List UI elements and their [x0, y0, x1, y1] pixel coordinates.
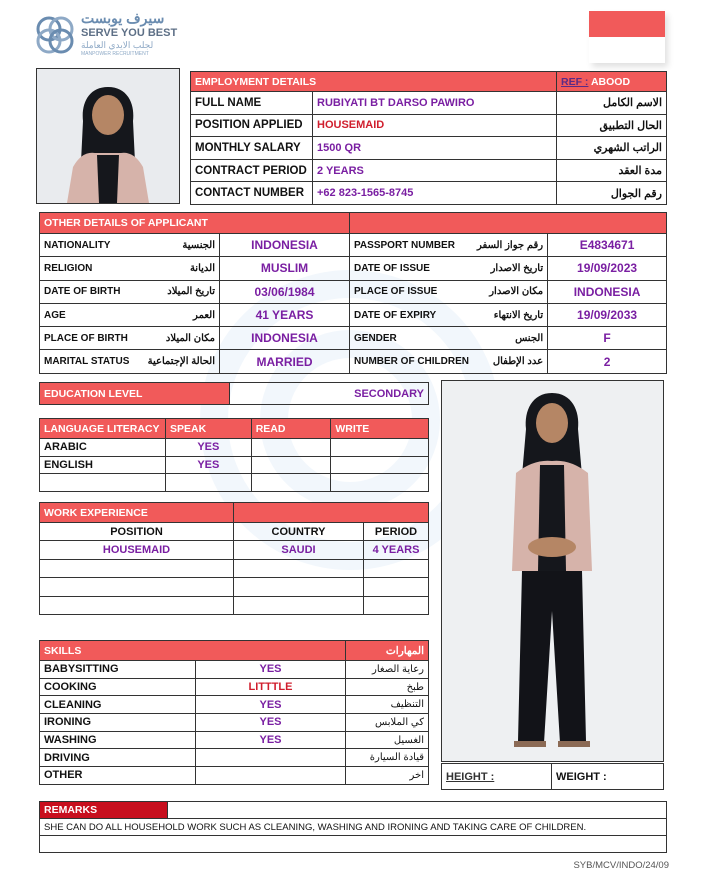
- measurements-table: [441, 763, 664, 790]
- work-position: HOUSEMAID: [40, 541, 234, 560]
- other-details-header-blank: [350, 213, 667, 234]
- language-speak: [165, 474, 251, 492]
- employment-row: [191, 182, 667, 205]
- skills-header: SKILLS: [40, 641, 346, 661]
- employment-value: HOUSEMAID: [313, 114, 557, 137]
- detail-label-ar: العمر: [140, 303, 220, 326]
- other-details-header: OTHER DETAILS OF APPLICANT: [40, 213, 350, 234]
- detail-label: NATIONALITY: [40, 234, 140, 257]
- skill-name-ar: اخر: [346, 767, 429, 785]
- detail-label: DATE OF ISSUE: [350, 257, 474, 280]
- language-header: LANGUAGE LITERACY: [40, 419, 166, 439]
- logo-tagline: MANPOWER RECRUITMENT: [81, 51, 149, 57]
- work-experience-header-blank: [234, 503, 429, 523]
- language-write: [331, 439, 429, 457]
- detail-label-ar: مكان الميلاد: [140, 327, 220, 350]
- remarks-blank-line: [40, 836, 667, 853]
- detail-label: MARITAL STATUS: [40, 350, 140, 373]
- detail-label-ar: الحالة الإجتماعية: [140, 350, 220, 373]
- language-write: [331, 456, 429, 474]
- skill-value: LITTTLE: [196, 678, 346, 696]
- work-country: SAUDI: [234, 541, 364, 560]
- skill-row: [40, 661, 429, 679]
- detail-label-ar: الديانة: [140, 257, 220, 280]
- language-header: READ: [251, 419, 331, 439]
- ref-label: REF :: [561, 75, 589, 88]
- work-period: [364, 596, 429, 615]
- employment-row: [191, 137, 667, 160]
- detail-value: 19/09/2033: [548, 303, 667, 326]
- flag: [589, 11, 665, 63]
- skill-row: [40, 731, 429, 749]
- language-write: [331, 474, 429, 492]
- employment-value: 2 YEARS: [313, 159, 557, 182]
- work-row: [40, 578, 429, 597]
- skill-name: DRIVING: [40, 749, 196, 767]
- employment-value: RUBIYATI BT DARSO PAWIRO: [313, 92, 557, 115]
- work-column-header: COUNTRY: [234, 523, 364, 541]
- language-read: [251, 439, 331, 457]
- skill-name-ar: قيادة السيارة: [346, 749, 429, 767]
- detail-label-ar: مكان الاصدار: [473, 280, 548, 303]
- language-read: [251, 456, 331, 474]
- employment-label-ar: رقم الجوال: [557, 182, 667, 205]
- detail-label: NUMBER OF CHILDREN: [350, 350, 474, 373]
- other-details-row: [40, 257, 667, 280]
- other-details-row: [40, 280, 667, 303]
- employment-row: [191, 159, 667, 182]
- detail-label-ar: الجنسية: [140, 234, 220, 257]
- work-position: [40, 559, 234, 578]
- language-row: [40, 456, 429, 474]
- skill-value: YES: [196, 661, 346, 679]
- detail-label-ar: رقم جواز السفر: [473, 234, 548, 257]
- detail-label: PLACE OF BIRTH: [40, 327, 140, 350]
- applicant-photo-full: [441, 380, 664, 762]
- detail-value: 03/06/1984: [220, 280, 350, 303]
- language-header: SPEAK: [165, 419, 251, 439]
- detail-label-ar: تاريخ الميلاد: [140, 280, 220, 303]
- employment-label-ar: الراتب الشهري: [557, 137, 667, 160]
- work-country: [234, 578, 364, 597]
- flag-bottom: [589, 37, 665, 63]
- person-portrait-icon: [37, 69, 179, 203]
- skill-name-ar: الغسيل: [346, 731, 429, 749]
- skill-name: COOKING: [40, 678, 196, 696]
- skill-row: [40, 749, 429, 767]
- skill-name-ar: طبخ: [346, 678, 429, 696]
- work-row: [40, 559, 429, 578]
- skill-name: WASHING: [40, 731, 196, 749]
- detail-value: E4834671: [548, 234, 667, 257]
- detail-label-ar: عدد الإطفال: [473, 350, 548, 373]
- skills-table: [39, 640, 429, 785]
- detail-value: 2: [548, 350, 667, 373]
- language-row: [40, 439, 429, 457]
- skill-name: IRONING: [40, 714, 196, 732]
- employment-label-ar: الاسم الكامل: [557, 92, 667, 115]
- language-speak: YES: [165, 456, 251, 474]
- detail-value: INDONESIA: [548, 280, 667, 303]
- skill-value: YES: [196, 696, 346, 714]
- work-period: [364, 559, 429, 578]
- work-period: 4 YEARS: [364, 541, 429, 560]
- education-table: [39, 382, 429, 405]
- work-experience-table: [39, 502, 429, 615]
- ref-value: ABOOD: [590, 75, 631, 88]
- language-read: [251, 474, 331, 492]
- applicant-photo-small: [36, 68, 180, 204]
- detail-label: RELIGION: [40, 257, 140, 280]
- logo-arabic-sub: لجلب الايدي العاملة: [81, 40, 154, 50]
- work-position: [40, 596, 234, 615]
- detail-label: DATE OF BIRTH: [40, 280, 140, 303]
- employment-label-ar: الحال التطبيق: [557, 114, 667, 137]
- employment-label: FULL NAME: [191, 92, 313, 115]
- education-label: EDUCATION LEVEL: [40, 383, 230, 405]
- language-table: [39, 418, 429, 492]
- skill-row: [40, 696, 429, 714]
- detail-label: GENDER: [350, 327, 474, 350]
- detail-label: PASSPORT NUMBER: [350, 234, 474, 257]
- skill-name-ar: التنظيف: [346, 696, 429, 714]
- employment-label: POSITION APPLIED: [191, 114, 313, 137]
- detail-label: AGE: [40, 303, 140, 326]
- skill-row: [40, 767, 429, 785]
- remarks-table: [39, 801, 667, 853]
- skill-value: YES: [196, 714, 346, 732]
- remarks-header-blank: [168, 802, 667, 819]
- company-logo: [33, 10, 193, 60]
- logo-arabic: سيرف يوبست: [81, 10, 165, 26]
- skill-row: [40, 678, 429, 696]
- detail-label-ar: تاريخ الانتهاء: [473, 303, 548, 326]
- skill-name: BABYSITTING: [40, 661, 196, 679]
- other-details-row: [40, 303, 667, 326]
- employment-label: CONTRACT PERIOD: [191, 159, 313, 182]
- employment-value: +62 823-1565-8745: [313, 182, 557, 205]
- employment-header: EMPLOYMENT DETAILS: [191, 72, 557, 92]
- work-column-header: POSITION: [40, 523, 234, 541]
- other-details-row: [40, 350, 667, 373]
- language-header: WRITE: [331, 419, 429, 439]
- work-position: [40, 578, 234, 597]
- detail-value: 41 YEARS: [220, 303, 350, 326]
- logo-mark-icon: [33, 13, 77, 57]
- work-period: [364, 578, 429, 597]
- detail-label: PLACE OF ISSUE: [350, 280, 474, 303]
- skill-name-ar: رعاية الصغار: [346, 661, 429, 679]
- detail-label: DATE OF EXPIRY: [350, 303, 474, 326]
- employment-label-ar: مدة العقد: [557, 159, 667, 182]
- skill-value: [196, 767, 346, 785]
- remarks-text: SHE CAN DO ALL HOUSEHOLD WORK SUCH AS CLEANING, WASHING AND IRONING AND TAKING CARE OF CHILDREN.: [40, 819, 667, 836]
- logo-english: SERVE YOU BEST: [81, 27, 178, 39]
- employment-label: MONTHLY SALARY: [191, 137, 313, 160]
- skill-name: OTHER: [40, 767, 196, 785]
- skill-row: [40, 714, 429, 732]
- ref-cell: [557, 72, 667, 92]
- detail-value: INDONESIA: [220, 327, 350, 350]
- other-details-table: [39, 212, 667, 374]
- flag-top: [589, 11, 665, 37]
- skill-value: [196, 749, 346, 767]
- height-cell: [442, 764, 552, 790]
- weight-cell: [552, 764, 664, 790]
- language-speak: YES: [165, 439, 251, 457]
- detail-label-ar: تاريخ الاصدار: [473, 257, 548, 280]
- language-name: ENGLISH: [40, 456, 166, 474]
- work-country: [234, 559, 364, 578]
- language-name: [40, 474, 166, 492]
- employment-row: [191, 92, 667, 115]
- skill-name-ar: كي الملابس: [346, 714, 429, 732]
- work-country: [234, 596, 364, 615]
- skill-name: CLEANING: [40, 696, 196, 714]
- remarks-header: REMARKS: [40, 802, 168, 819]
- work-row: [40, 596, 429, 615]
- other-details-row: [40, 234, 667, 257]
- footer-code: SYB/MCV/INDO/24/09: [573, 860, 669, 871]
- education-value: SECONDARY: [230, 383, 429, 405]
- work-column-header: PERIOD: [364, 523, 429, 541]
- language-name: ARABIC: [40, 439, 166, 457]
- employment-label: CONTACT NUMBER: [191, 182, 313, 205]
- employment-row: [191, 114, 667, 137]
- employment-value: 1500 QR: [313, 137, 557, 160]
- detail-value: INDONESIA: [220, 234, 350, 257]
- other-details-row: [40, 327, 667, 350]
- height-label: HEIGHT :: [446, 770, 495, 783]
- skills-header-ar: المهارات: [346, 641, 429, 661]
- detail-value: MARRIED: [220, 350, 350, 373]
- detail-value: MUSLIM: [220, 257, 350, 280]
- detail-value: 19/09/2023: [548, 257, 667, 280]
- employment-details-table: [190, 71, 667, 205]
- weight-label: WEIGHT :: [556, 770, 607, 783]
- detail-label-ar: الجنس: [473, 327, 548, 350]
- work-row: [40, 541, 429, 560]
- detail-value: F: [548, 327, 667, 350]
- work-experience-header: WORK EXPERIENCE: [40, 503, 234, 523]
- skill-value: YES: [196, 731, 346, 749]
- person-fullbody-icon: [442, 381, 663, 761]
- language-row: [40, 474, 429, 492]
